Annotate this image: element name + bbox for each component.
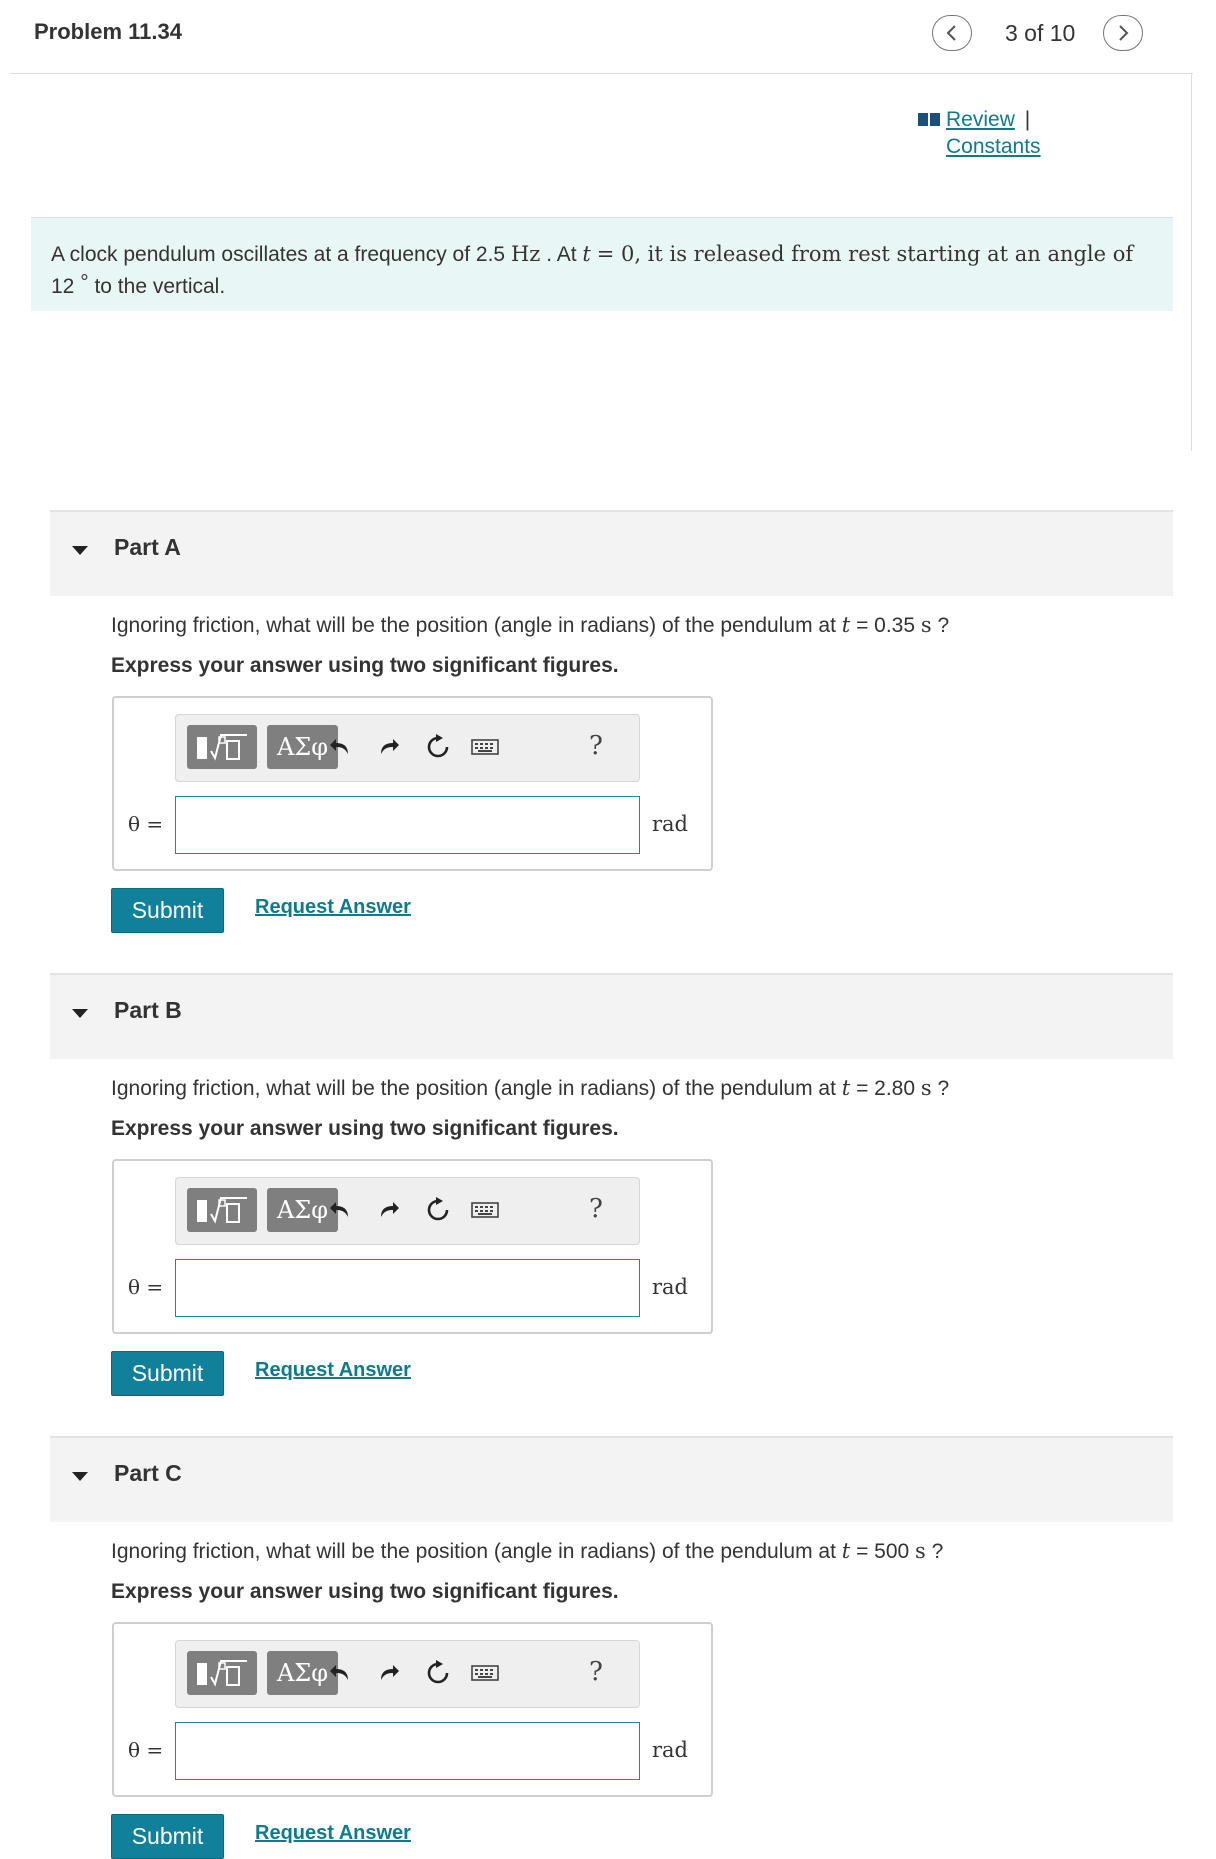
- undo-icon: [328, 1662, 352, 1684]
- time-unit: s: [920, 613, 932, 637]
- time-value: = 500: [856, 1540, 910, 1563]
- part-title: Part B: [114, 997, 182, 1023]
- chevron-left-icon: [945, 24, 959, 42]
- request-answer-link[interactable]: Request Answer: [255, 1359, 411, 1381]
- templates-button[interactable]: [187, 1188, 257, 1232]
- undo-button[interactable]: [326, 1196, 354, 1224]
- reset-icon: [425, 1197, 451, 1223]
- question-mark: ?: [931, 1540, 944, 1563]
- reset-button[interactable]: [424, 1659, 452, 1687]
- problem-statement: [31, 217, 1173, 311]
- answer-box: [112, 1622, 713, 1797]
- time-variable: t: [841, 613, 851, 637]
- statement-text: . At: [546, 243, 577, 266]
- question-text: Ignoring friction, what will be the position (angle in radians) of the pendulum at: [111, 1540, 836, 1563]
- question-mark: ?: [937, 614, 950, 637]
- redo-button[interactable]: [375, 1196, 403, 1224]
- keyboard-icon: [471, 738, 499, 756]
- question-text: Ignoring friction, what will be the position (angle in radians) of the pendulum at: [111, 614, 836, 637]
- submit-button[interactable]: Submit: [111, 888, 224, 933]
- math-toolbar: [175, 1640, 640, 1708]
- keyboard-icon: [471, 1664, 499, 1682]
- time-unit: s: [920, 1076, 932, 1100]
- templates-button[interactable]: [187, 725, 257, 769]
- templates-button[interactable]: [187, 1651, 257, 1695]
- time-variable: t: [841, 1076, 851, 1100]
- templates-icon: [187, 725, 257, 769]
- part-header-a[interactable]: [50, 510, 1173, 596]
- math-toolbar: [175, 714, 640, 782]
- keyboard-button[interactable]: [470, 733, 500, 761]
- math-toolbar: [175, 1177, 640, 1245]
- part-header-b[interactable]: [50, 973, 1173, 1059]
- next-problem-button[interactable]: [1103, 15, 1143, 51]
- time-unit: s: [915, 1539, 926, 1563]
- part-title: Part C: [114, 1460, 182, 1486]
- help-button[interactable]: ?: [589, 1657, 603, 1687]
- collapse-caret-icon[interactable]: [72, 546, 88, 555]
- part-question: [111, 1539, 943, 1564]
- statement-text: = 0, it is released from rest starting at an angle of: [596, 242, 1134, 266]
- variable-label: θ =: [128, 812, 164, 836]
- reset-button[interactable]: [424, 1196, 452, 1224]
- question-mark: ?: [937, 1077, 950, 1100]
- greek-symbols-button[interactable]: ΑΣφ: [267, 1188, 338, 1232]
- time-value: = 2.80: [856, 1077, 916, 1100]
- answer-input[interactable]: [175, 796, 640, 854]
- review-link[interactable]: Review: [946, 108, 1015, 131]
- link-separator: |: [1024, 108, 1031, 131]
- redo-icon: [377, 1199, 401, 1221]
- undo-button[interactable]: [326, 1659, 354, 1687]
- answer-instruction: Express your answer using two significant figures.: [111, 654, 619, 677]
- templates-icon: [187, 1651, 257, 1695]
- part-question: [111, 613, 949, 638]
- problem-counter: 3 of 10: [1005, 20, 1076, 46]
- part-title: Part A: [114, 534, 181, 560]
- request-answer-link[interactable]: Request Answer: [255, 896, 411, 918]
- reset-icon: [425, 734, 451, 760]
- unit-label: rad: [652, 812, 689, 836]
- keyboard-button[interactable]: [470, 1196, 500, 1224]
- chevron-right-icon: [1116, 24, 1130, 42]
- answer-input[interactable]: [175, 1722, 640, 1780]
- request-answer-link[interactable]: Request Answer: [255, 1822, 411, 1844]
- undo-icon: [328, 1199, 352, 1221]
- problem-title: Problem 11.34: [34, 19, 182, 44]
- answer-instruction: Express your answer using two significant figures.: [111, 1580, 619, 1603]
- part-question: [111, 1076, 949, 1101]
- degree-symbol: °: [80, 271, 89, 294]
- greek-symbols-button[interactable]: ΑΣφ: [267, 1651, 338, 1695]
- time-variable: t: [841, 1539, 851, 1563]
- angle-value: 12: [51, 275, 75, 298]
- answer-box: [112, 1159, 713, 1334]
- keyboard-button[interactable]: [470, 1659, 500, 1687]
- previous-problem-button[interactable]: [932, 15, 972, 51]
- time-value: = 0.35: [856, 614, 916, 637]
- undo-button[interactable]: [326, 733, 354, 761]
- redo-button[interactable]: [375, 1659, 403, 1687]
- help-button[interactable]: ?: [589, 731, 603, 761]
- undo-icon: [328, 736, 352, 758]
- constants-link[interactable]: Constants: [946, 135, 1041, 158]
- reset-icon: [425, 1660, 451, 1686]
- answer-input[interactable]: [175, 1259, 640, 1317]
- redo-button[interactable]: [375, 733, 403, 761]
- templates-icon: [187, 1188, 257, 1232]
- answer-box: [112, 696, 713, 871]
- unit-label: rad: [652, 1275, 689, 1299]
- statement-text: to the vertical.: [94, 275, 226, 298]
- header-divider: [10, 73, 1193, 74]
- variable-label: θ =: [128, 1275, 164, 1299]
- variable-label: θ =: [128, 1738, 164, 1762]
- resources-links: [918, 106, 1041, 160]
- submit-button[interactable]: Submit: [111, 1814, 224, 1859]
- redo-icon: [377, 1662, 401, 1684]
- answer-instruction: Express your answer using two significant figures.: [111, 1117, 619, 1140]
- greek-symbols-button[interactable]: ΑΣφ: [267, 725, 338, 769]
- frequency-unit: Hz: [510, 242, 541, 266]
- panel-border: [1191, 73, 1192, 451]
- time-variable: t: [582, 242, 591, 266]
- part-header-c[interactable]: [50, 1436, 1173, 1522]
- submit-button[interactable]: Submit: [111, 1351, 224, 1396]
- statement-text: A clock pendulum oscillates at a frequency of 2.5: [51, 243, 506, 266]
- unit-label: rad: [652, 1738, 689, 1762]
- collapse-caret-icon[interactable]: [72, 1472, 88, 1481]
- keyboard-icon: [471, 1201, 499, 1219]
- book-icon: [918, 112, 940, 127]
- redo-icon: [377, 736, 401, 758]
- reset-button[interactable]: [424, 733, 452, 761]
- help-button[interactable]: ?: [589, 1194, 603, 1224]
- question-text: Ignoring friction, what will be the position (angle in radians) of the pendulum at: [111, 1077, 836, 1100]
- collapse-caret-icon[interactable]: [72, 1009, 88, 1018]
